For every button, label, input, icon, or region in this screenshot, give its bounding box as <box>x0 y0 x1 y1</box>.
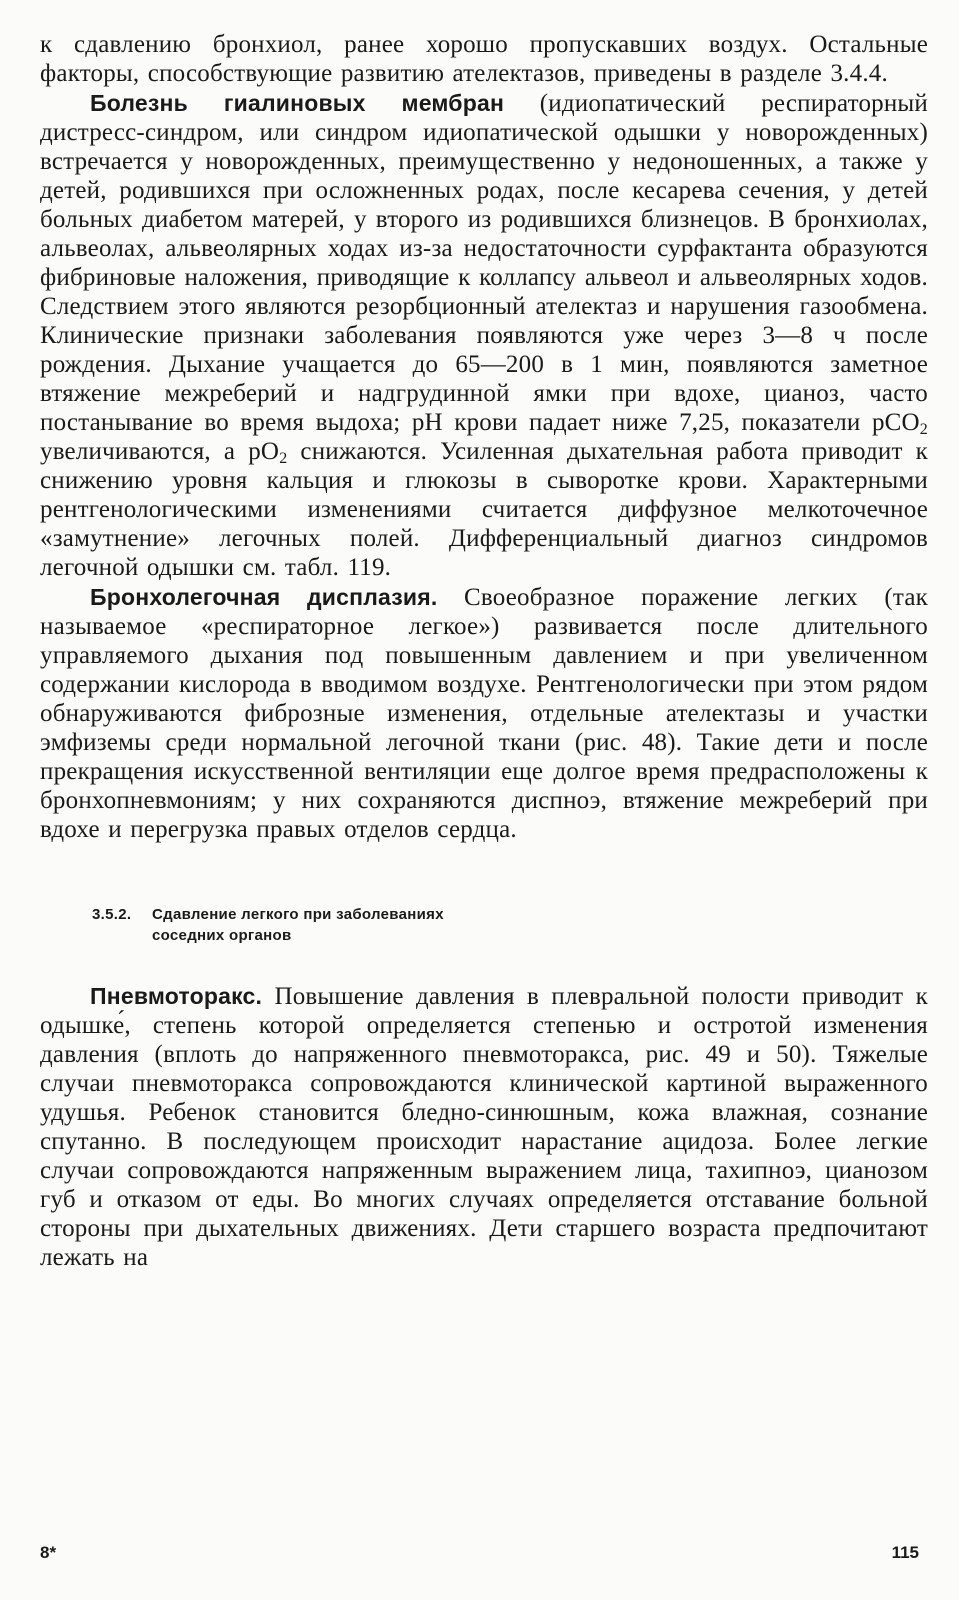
section-title-line2: соседних органов <box>152 927 292 944</box>
term-pneumothorax: Пневмоторакс. <box>90 983 263 1009</box>
hyaline-text-3: снижаются. Усиленная дыхательная работа приводит к снижению уровня кальция и глюкозы в сыворотке крови. Характерными рентгенологическими изменениями считается диффузное мелкоточечное «замутнение» легочных полей. Дифференциальный диагноз синдромов легочной одышки см. табл. 119. <box>40 438 929 581</box>
paragraph-intro: к сдавлению бронхиол, ранее хорошо пропускавших воздух. Остальные факторы, способствующие развитию ателектазов, приведены в разделе 3.4.4. <box>40 31 928 87</box>
page-number: 115 <box>891 1543 919 1562</box>
hyaline-text-1: (идиопатический респираторный дистресс-синдром, или синдром идиопатической одышки у новорожденных) встречается у новорожденных, преимущественно у недоношенных, а также у детей, родившихся при осложненных родах, после кесарева сечения, у детей больных диабетом матерей, у второго из родившихся близнецов. В бронхиолах, альвеолах, альвеолярных ходах из-за недостаточности сурфактанта образуются фибриновые наложения, приводящие к коллапсу альвеол и альвеолярных ходов. Следствием этого являются резорбционный ателектаз и нарушения газообмена. Клинические признаки заболевания появляются уже через 3—8 ч после рождения. Дыхание учащается до 65—200 в 1 мин, появляются заметное втяжение межреберий и надгрудинной ямки при вдохе, цианоз, часто постанывание во время выдоха; pH крови падает ниже 7,25, показатели pCO <box>40 90 929 436</box>
page-content <box>40 30 928 1272</box>
section-number: 3.5.2. <box>92 906 132 923</box>
section-title-line1: Сдавление легкого при заболеваниях <box>152 906 444 923</box>
term-hyaline-membrane: Болезнь гиалиновых мембран <box>90 90 505 116</box>
paragraph-hyaline-membrane <box>40 89 928 582</box>
term-bronchopulmonary-dysplasia: Бронхолегочная дисплазия. <box>90 584 438 610</box>
paragraph-pneumothorax <box>40 982 928 1272</box>
subscript-pco2: 2 <box>919 421 928 438</box>
paragraph-bronchopulmonary-dysplasia <box>40 583 928 844</box>
dysplasia-text: Своеобразное поражение легких (так называемое «респираторное легкое») развивается после длительного управляемого дыхания под повышенным давлением и при увеличенном содержании кислорода в вводимом воздухе. Рентгенологически при этом рядом обнаруживаются фиброзные изменения, отдельные ателектазы и участки эмфиземы среди нормальной легочной ткани (рис. 48). Такие дети и после прекращения искусственной вентиляции еще долгое время предрасположены к бронхопневмониям; у них сохраняются диспноэ, втяжение межреберий при вдохе и перегрузка правых отделов сердца. <box>40 584 928 843</box>
hyaline-text-2: увеличиваются, а pO <box>40 438 280 465</box>
signature-mark: 8* <box>40 1543 57 1562</box>
subscript-po2: 2 <box>279 450 288 467</box>
section-heading <box>40 904 928 946</box>
pneumothorax-text: Повышение давления в плевральной полости приводит к одышке́, степень которой определяется степенью и остротой изменения давления (вплоть до напряженного пневмоторакса, рис. 49 и 50). Тяжелые случаи пневмоторакса сопровождаются клинической картиной выраженного удушья. Ребенок становится бледно-синюшным, кожа влажная, сознание спутанно. В последующем происходит нарастание ацидоза. Более легкие случаи сопровождаются напряженным выражением лица, тахипноэ, цианозом губ и отказом от еды. Во многих случаях определяется отставание больной стороны при дыхательных движениях. Дети старшего возраста предпочитают лежать на <box>40 983 928 1271</box>
